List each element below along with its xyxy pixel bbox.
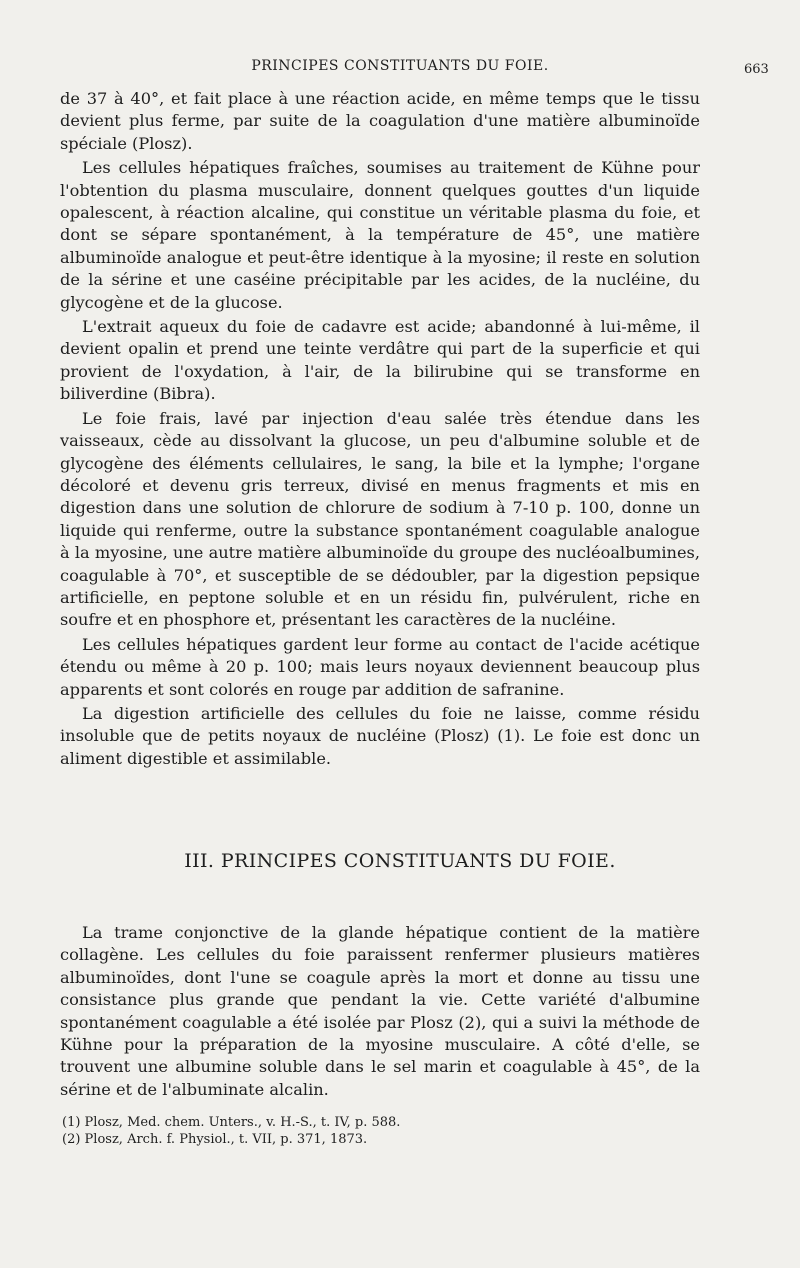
body-text <box>60 88 700 770</box>
paragraph: L'extrait aqueux du foie de cadavre est acide; abandonné à lui-même, il devient opalin et prend une teinte verdâtre qui part de la superficie et qui provient de l'oxydation, à l'air, de la bilirubine qui se transforme en biliverdine (Bibra). <box>60 317 700 404</box>
page-number: 663 <box>744 62 769 77</box>
paragraph: La trame conjonctive de la glande hépatique contient de la matière collagène. Les cellules du foie paraissent renfermer plusieurs matières albuminoïdes, dont l'une se coagule après la mort et donne au tissu une consistance plus grande que pendant la vie. Cette variété d'albumine spontanément coagulable a été isolée par Plosz (2), qui a suivi la méthode de Kühne pour la préparation de la myosine musculaire. A côté d'elle, se trouvent une albumine soluble dans le sel marin et coagulable à 45°, de la sérine et de l'albuminate alcalin. <box>60 923 700 1099</box>
footnote: (1) Plosz, Med. chem. Unters., v. H.-S., t. IV, p. 588. <box>62 1115 401 1130</box>
paragraph: Les cellules hépatiques fraîches, soumises au traitement de Kühne pour l'obtention du plasma musculaire, donnent quelques gouttes d'un liquide opalescent, à réaction alcaline, qui constitue un véritable plasma du foie, et dont se sépare spontanément, à la température de 45°, une matière albuminoïde analogue et peut-être identique à la myosine; il reste en solution de la sérine et une caséine précipitable par les acides, de la nucléine, du glycogène et de la glucose. <box>60 158 700 312</box>
paragraph: La digestion artificielle des cellules du foie ne laisse, comme résidu insoluble que de petits noyaux de nucléine (Plosz) (1). Le foie est donc un aliment digestible et assimilable. <box>60 703 700 768</box>
running-title: PRINCIPES CONSTITUANTS DU FOIE. <box>251 58 549 74</box>
footnotes <box>62 1114 702 1148</box>
paragraph: de 37 à 40°, et fait place à une réaction acide, en même temps que le tissu devient plus ferme, par suite de la coagulation d'une matière albuminoïde spéciale (Plosz). <box>60 89 700 153</box>
paragraph: Les cellules hépatiques gardent leur forme au contact de l'acide acétique étendu ou même à 20 p. 100; mais leurs noyaux deviennent beaucoup plus apparents et sont colorés en rouge par addition de safranine. <box>60 634 700 699</box>
section-text <box>60 922 700 1101</box>
footnote: (2) Plosz, Arch. f. Physiol., t. VII, p. 371, 1873. <box>62 1132 368 1147</box>
section-title: III. PRINCIPES CONSTITUANTS DU FOIE. <box>184 850 616 872</box>
paragraph: Le foie frais, lavé par injection d'eau salée très étendue dans les vaisseaux, cède au dissolvant la glucose, un peu d'albumine soluble et de glycogène des éléments cellulaires, le sang, la bile et la lymphe; l'organe décoloré et devenu gris terreux, divisé en menus fragments et mis en digestion dans une solution de chlorure de sodium à 7-10 p. 100, donne un liquide qui renferme, outre la substance spontanément coagulable analogue à la myosine, une autre matière albuminoïde du groupe des nucléoalbumines, coagulable à 70°, et susceptible de se dédoubler, par la digestion pepsique artificielle, en peptone soluble et en un résidu fin, pulvérulent, riche en soufre et en phosphore et, présentant les caractères de la nucléine. <box>60 408 700 630</box>
